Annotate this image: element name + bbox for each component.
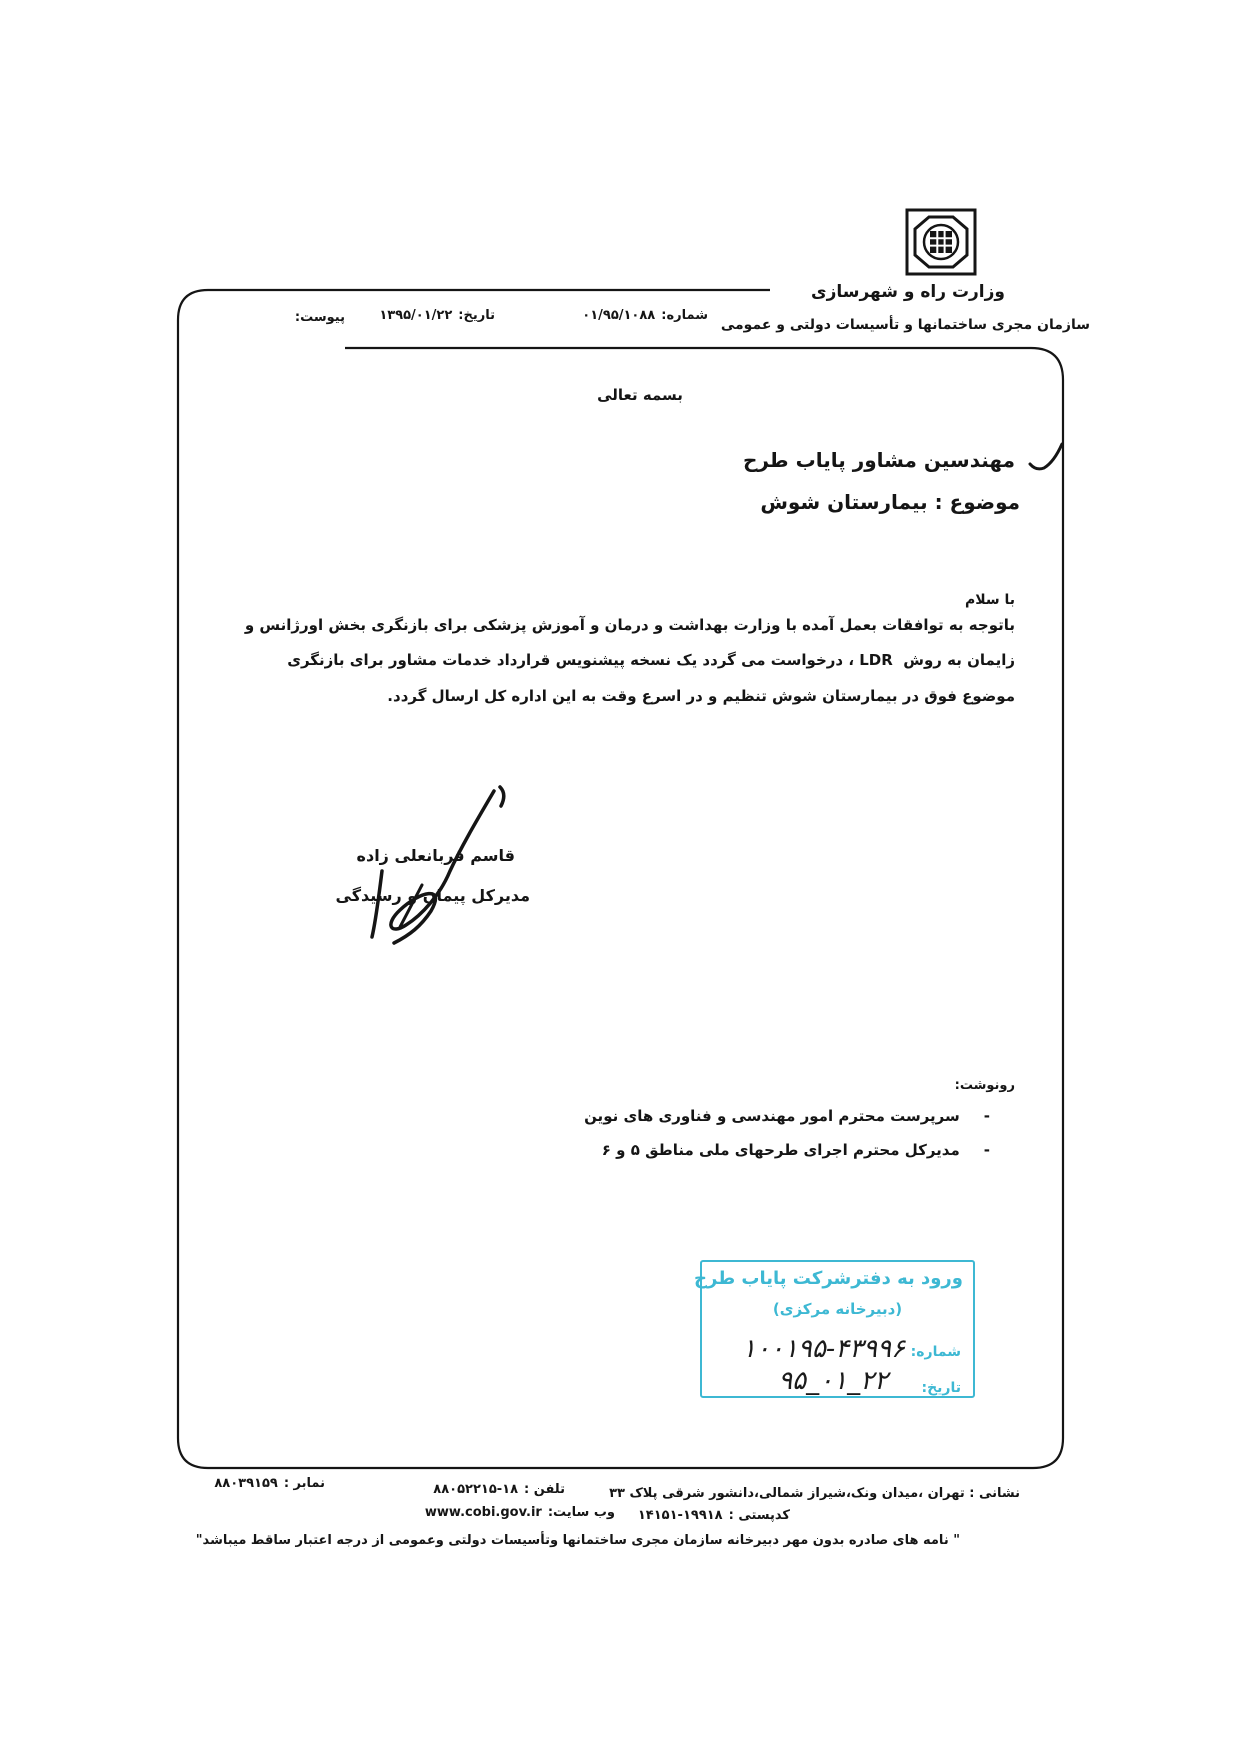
footer-fax-value: ۸۸۰۳۹۱۵۹ <box>214 1476 278 1491</box>
footer-web-value: www.cobi.gov.ir <box>424 1505 542 1520</box>
footer-phone-value: ۸۸۰۵۲۲۱۵-۱۸ <box>433 1482 519 1497</box>
footer-postal-label: کدپستی : <box>728 1508 790 1523</box>
signature-icon <box>360 775 520 950</box>
subject: موضوع : بیمارستان شوش <box>760 490 1020 514</box>
footer-postal-value: ۱۴۱۵۱-۱۹۹۱۸ <box>637 1508 723 1523</box>
ministry-emblem-icon <box>905 208 977 276</box>
check-mark-icon <box>1026 440 1066 476</box>
recipient: مهندسین مشاور پایاب طرح <box>742 448 1015 472</box>
cc-bullet: - <box>983 1107 990 1125</box>
attachment-label: پیوست: <box>294 310 345 325</box>
footer-notice: " نامه های صادره بدون مهر دبیرخانه سازمان مجری ساختمانها وتأسیسات دولتی وعمومی از درجه اعتبار ساقط میباشد" <box>195 1533 960 1548</box>
letter-date-value: ۱۳۹۵/۰۱/۲۲ <box>379 308 453 323</box>
body-line: زایمان به روش LDR ، درخواست می گردد یک نسخه پیشنویس قرارداد خدمات مشاور برای بازنگری <box>287 651 1015 669</box>
footer-fax-label: نمابر : <box>283 1476 325 1491</box>
body-line: موضوع فوق در بیمارستان شوش تنظیم و در اسرع وقت به این اداره کل ارسال گردد. <box>387 687 1015 705</box>
letter-number <box>582 308 708 324</box>
footer-phone-label: تلفن : <box>524 1482 565 1497</box>
letter-number-label: شماره: <box>661 308 708 323</box>
signatory-name: قاسم قربانعلی زاده <box>356 846 515 865</box>
footer-web-label: وب سایت: <box>547 1505 615 1520</box>
letter-date <box>379 308 495 324</box>
footer-postal-code <box>638 1508 790 1524</box>
footer-address: نشانی : تهران ،میدان ونک،شیراز شمالی،دانشور شرقی پلاک ۳۳ <box>609 1486 1020 1501</box>
footer-fax <box>214 1476 325 1492</box>
stamp-number-value: ۱۰۰۱۹۵-۴۳۹۹۶ <box>742 1334 905 1364</box>
cc-recipient: مدیرکل محترم اجرای طرحهای ملی مناطق ۵ و ۶ <box>601 1141 960 1159</box>
footer-phone <box>433 1482 565 1498</box>
registry-stamp <box>694 1260 975 1398</box>
stamp-title: ورود به دفترشرکت پایاب طرح <box>694 1268 963 1289</box>
cc-bullet: - <box>983 1141 990 1159</box>
stamp-date-label: تاریخ: <box>921 1380 961 1396</box>
letter-number-value: ۰۱/۹۵/۱۰۸۸ <box>582 308 656 323</box>
organization-name: سازمان مجری ساختمانها و تأسیسات دولتی و عمومی <box>720 317 1090 333</box>
footer-website <box>425 1505 615 1521</box>
stamp-date-value: ۹۵_۰۱_۲۲ <box>778 1366 888 1396</box>
cc-list-item <box>584 1107 990 1125</box>
cc-label: رونوشت: <box>954 1078 1015 1093</box>
stamp-subtitle: (دبیرخانه مرکزی) <box>772 1300 903 1318</box>
letter-date-label: تاریخ: <box>458 308 495 323</box>
stamp-number-label: شماره: <box>910 1344 961 1360</box>
signatory-title: مدیرکل پیمان و رسیدگی <box>335 886 530 905</box>
greeting: با سلام <box>964 592 1015 608</box>
cc-list-item <box>602 1141 990 1159</box>
cc-recipient: سرپرست محترم امور مهندسی و فناوری های نوین <box>584 1107 960 1125</box>
ministry-name: وزارت راه و شهرسازی <box>810 282 1005 302</box>
invocation: بسمه تعالی <box>597 386 683 404</box>
body-line: باتوجه به توافقات بعمل آمده با وزارت بهداشت و درمان و آموزش پزشکی برای بازنگری بخش اورژانس و <box>244 616 1015 634</box>
